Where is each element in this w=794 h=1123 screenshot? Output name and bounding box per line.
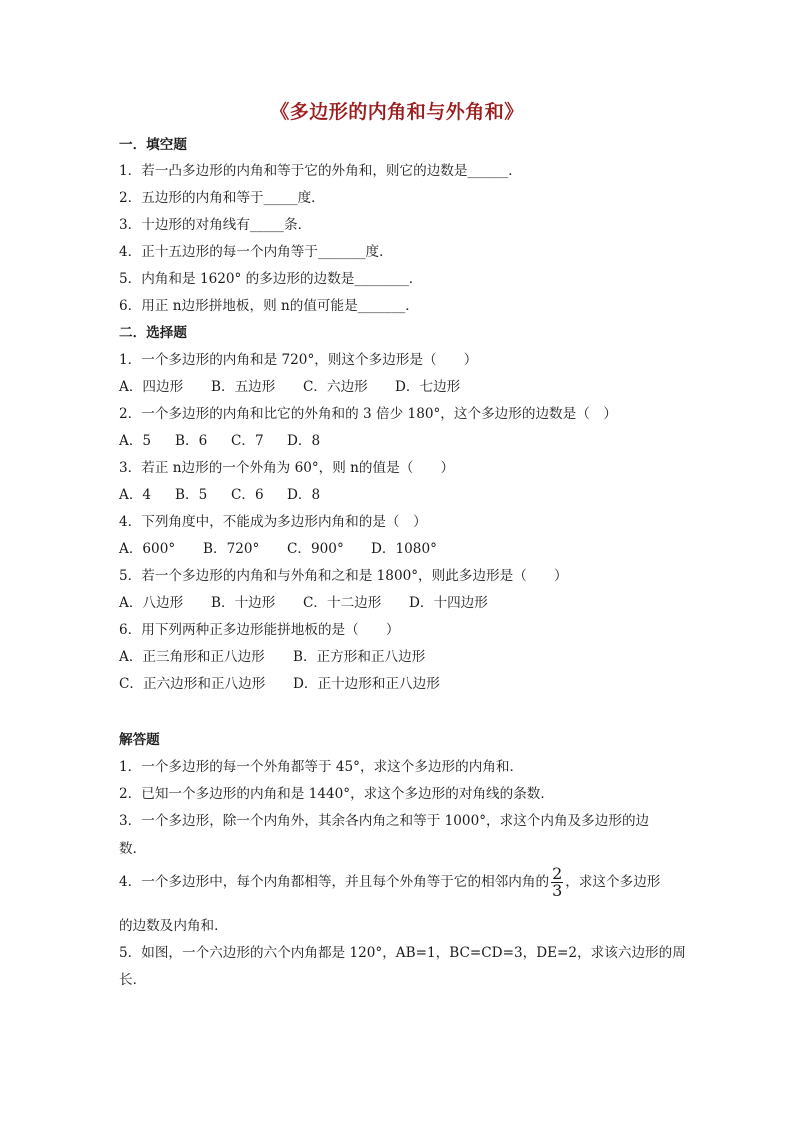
option-c: C．正六边形和正八边形: [119, 676, 266, 692]
option-b: B．五边形: [211, 379, 276, 395]
fill-question-3: 3．十边形的对角线有_____条．: [119, 217, 312, 233]
option-c: C．7: [231, 433, 264, 449]
choice-section-heading: 二．选择题: [119, 325, 187, 341]
option-d: D．正十边形和正八边形: [293, 676, 440, 692]
fill-question-1: 1．若一凸多边形的内角和等于它的外角和，则它的边数是______．: [119, 163, 522, 179]
option-b: B．正方形和正八边形: [293, 649, 426, 665]
option-d: D．1080°: [371, 541, 437, 557]
answer-question-5-line1: 5．如图，一个六边形的六个内角都是 120°，AB=1，BC=CD=3，DE=2，求该六边形的周: [119, 945, 686, 961]
answer-question-4-text-end: ，求这个多边形: [565, 874, 661, 890]
fill-question-4: 4．正十五边形的每一个内角等于_______度．: [119, 244, 393, 260]
option-a: A．四边形: [119, 379, 184, 395]
option-d: D．十四边形: [409, 595, 488, 611]
fraction-numerator: 2: [552, 864, 563, 883]
option-a: A．八边形: [119, 595, 184, 611]
choice-options-1: [119, 378, 460, 396]
option-c: C．900°: [287, 541, 344, 557]
option-c: C．六边形: [303, 379, 368, 395]
fill-question-5: 5．内角和是 1620° 的多边形的边数是________．: [119, 271, 423, 287]
answer-question-1: 1．一个多边形的每一个外角都等于 45°，求这个多边形的内角和．: [119, 759, 524, 775]
option-b: B．十边形: [211, 595, 276, 611]
answer-question-4-line2: 的边数及内角和．: [119, 918, 228, 934]
answer-question-4-line1: [119, 866, 660, 899]
option-b: B．6: [175, 433, 208, 449]
fill-question-6: 6．用正 n边形拼地板，则 n的值可能是_______．: [119, 298, 419, 314]
option-d: D．8: [287, 487, 321, 503]
choice-question-3: 3．若正 n边形的一个外角为 60°，则 n的值是（ ）: [119, 460, 455, 476]
choice-options-6-row2: [119, 675, 440, 693]
option-c: C．十二边形: [303, 595, 382, 611]
option-d: D．七边形: [395, 379, 461, 395]
choice-options-5: [119, 594, 488, 612]
fill-section-heading: 一．填空题: [119, 137, 187, 153]
option-a: A．5: [119, 433, 152, 449]
choice-question-4: 4．下列角度中，不能成为多边形内角和的是（ ）: [119, 514, 427, 530]
fill-question-2: 2．五边形的内角和等于_____度．: [119, 190, 325, 206]
fraction: [551, 866, 563, 899]
answer-section-heading: 解答题: [119, 732, 160, 748]
choice-question-6: 6．用下列两种正多边形能拼地板的是（ ）: [119, 622, 400, 638]
choice-options-3: [119, 486, 320, 504]
answer-question-2: 2．已知一个多边形的内角和是 1440°，求这个多边形的对角线的条数．: [119, 786, 554, 802]
answer-question-3-line1: 3．一个多边形，除一个内角外，其余各内角之和等于 1000°，求这个内角及多边形的边: [119, 813, 650, 829]
choice-question-1: 1．一个多边形的内角和是 720°，则这个多边形是（ ）: [119, 352, 478, 368]
answer-question-4-text: 4．一个多边形中，每个内角都相等，并且每个外角等于它的相邻内角的: [119, 874, 550, 890]
answer-question-5-line2: 长．: [119, 972, 147, 988]
fraction-denominator: 3: [552, 881, 563, 900]
option-d: D．8: [287, 433, 321, 449]
option-a: A．正三角形和正八边形: [119, 649, 265, 665]
choice-options-2: [119, 432, 320, 450]
option-b: B．720°: [203, 541, 260, 557]
option-a: A．4: [119, 487, 152, 503]
option-a: A．600°: [119, 541, 176, 557]
option-c: C．6: [231, 487, 264, 503]
choice-options-4: [119, 540, 437, 558]
choice-options-6-row1: [119, 648, 425, 666]
choice-question-5: 5．若一个多边形的内角和与外角和之和是 1800°，则此多边形是（ ）: [119, 568, 568, 584]
option-b: B．5: [175, 487, 208, 503]
answer-question-3-line2: 数．: [119, 841, 147, 857]
choice-question-2: 2．一个多边形的内角和比它的外角和的 3 倍少 180°，这个多边形的边数是（ ）: [119, 406, 618, 422]
page-title: 《多边形的内角和与外角和》: [270, 101, 524, 123]
